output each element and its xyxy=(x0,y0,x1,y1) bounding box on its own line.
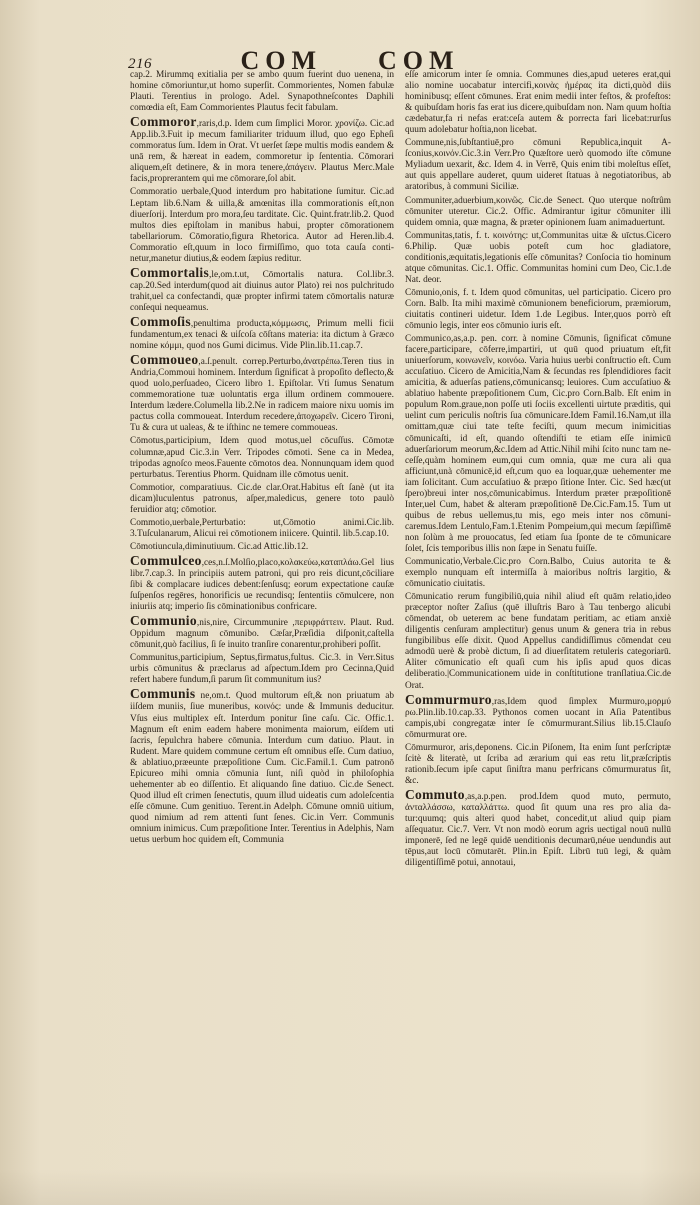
entry-headword: Commoror xyxy=(130,114,197,130)
entry-text: Cōmotiuncula,diminutiuum. Cic.ad Attic.lib.12. xyxy=(130,541,309,552)
entry-text: ,ces,n.ſ.Molſio,placo,κολακεύω,καταπλάω.Gel lius libr.7.cap.3. In principiis autem patroni, qui pro reis dicunt,cōciliare ſibi & complacare iudices debent:ſenſusq; eorum expectatione cauſæ ſuſpenſos regēres, honorificis ue recundisq; ſententiis cōmulcere, non iniuriis atq; imperio ſis cōminationibus confricare. xyxy=(130,557,394,613)
dictionary-entry xyxy=(405,334,671,555)
dictionary-entry xyxy=(130,483,394,516)
entry-text: ,ras,Idem quod ſimplex Murmuro,μορμύ ρω.Plin.lib.10.cap.33. Pythonos comen uocant in Aſia Patentibus campis,ubi congregatæ inter ſe cōmurmurant.Silius lib.15.Clauſo cōmurmurat ore. xyxy=(405,696,671,740)
entry-text: Commoratio uerbale,Quod interdum pro habitatione ſumitur. Cic.ad Leptam lib.6.Nam & uilla,& amœnitas illa commorationis eſt,non diuerſorij. Interdum pro mora,ſeu tarditate. Cic. Quint.fratr.lib.2. Quod multos dies epiſtolam in manibus habui, propter cōmorationem tabellariorum. Cōmoratio,figura Rhetorica. Autor ad Heren.lib.4. Commoratio eſt,quum in loco firmiſſimo, quo tota cauſa continetur,manetur diutius,& eodem ſæpius reditur. xyxy=(130,187,394,264)
entry-headword: Commulceo xyxy=(130,552,202,568)
dictionary-entry xyxy=(130,187,394,264)
dictionary-entry xyxy=(405,70,671,136)
dictionary-entry xyxy=(405,138,671,193)
entry-headword: Commoſis xyxy=(130,313,191,329)
dictionary-entry xyxy=(130,615,394,651)
entry-text: eſſe amicorum inter ſe omnia. Communes dies,apud ueteres erat,qui alio nomine uocabatur intercifi,κοινὰς ἡμέρας ita dicti,quòd diis hominibusq; eſſent cōmunes. Erat enim medii inter feſtos, & profeſtos: & quibuſdam horis fas erat ius dicere,quibuſdam non. Nam quum hoſtia cædebatur,fa ri nefas erat:ceſa autem & porrecta fari licebat:rurſus quum adolebatur hoſtia,non licebat. xyxy=(405,70,671,136)
dictionary-entry xyxy=(405,557,671,590)
dictionary-entry xyxy=(130,116,394,185)
page-edge-shadow xyxy=(0,1169,700,1205)
entry-text: Commotior, comparatiuus. Cic.de clar.Orat.Habitus eſt ſanè (ut ita dicam)luculentus patronus, aſper,maledicus, genere toto paulò feruidior atq; cōmotior. xyxy=(130,482,394,515)
right-column xyxy=(405,70,671,1165)
entry-text: Cōmunicatio rerum fungibiliū,quia nihil aliud eſt quām relatio,ideo præceptor noſter Zaſius (quē illuſtris Baro à Tau tenbergo alicubi cōmendat, ob ueterem ac bene fundatam peritiam, ac etiam anxiè diligentis cenſuram amplectitur) genus unum & genera tria in rebus fungibilibus eſſe dixit. Quod Appellus candidiſſimus cōmendat ceu admodū uerè & probè dictum, ſi ad diuerſitatem retuleris categoriarū. Aliter cōmunicatio eſt quaſi cum his ipſis apud quos dicas deliberatio.|Communicationem uide in conſtitutione tranſlatiua.Cic.de Orat. xyxy=(405,592,671,691)
page-number: 216 xyxy=(128,56,152,72)
running-head-left: COM xyxy=(240,46,322,75)
entry-text: Communitas,tatis, f. t. κοινότης: ut,Communitas uitæ & uīctus.Cicero 6.Philip. Quæ uobis poteſt cum hoc gladiatore, conditionis,æquitatis,legationis eſſe cōmunitas? Conſocia tio hominum atque cōmunitas. Cic.1. Offic. Communitas homini cum Deo, Cic.1.de Nat. deor. xyxy=(405,230,671,285)
entry-text: Cōmurmuror, aris,deponens. Cic.in Piſonem, Ita enim ſunt perſcriptæ ſcitè & literatè, ut ſcriba ad ærarium qui eas retu lit,præſcriptis rationib.ſecum ipſe caput ſiniſtra manu perfricans cōmurmuratus ſit, &c. xyxy=(405,742,671,786)
entry-text: ,le,om.t.ut, Cōmortalis natura. Col.libr.3. cap.20.Sed interdum(quod ait diuinus autor Plato) rei nos pulchritudo trahit,uel ca confectandi, quæ propter infirmi tatem cōmortalis naturæ conſequi nequeamus. xyxy=(130,269,394,313)
entry-text: ,raris,d.p. Idem cum ſimplici Moror. χρονίζω. Cic.ad App.lib.3.Fuit ip mecum familiariter triduum illud, quo ego Epheſi commoratus ſum. Idem in Orat. Vt uerſet ſæpe multis modis eandem & unā rem, & hæreat in eadem, commoretur ip ſententia. Cōmorari aliquem,eſt detinere, & in mora tenere,ἀπάγειν. Plautus Merc.Male facis,proprerantem qui me cōmorare,ſol abit. xyxy=(130,119,394,185)
entry-text: ,penultima producta,κόμμωσις, Primum melli ficii fundamentum,ex tenaci & uiſcoſa cōſtans materia: ita dictum à Græco nomine κόμμι, quod nos Gumi dicimus. Vide Plin.lib.11.cap.7. xyxy=(130,318,394,352)
entry-text: cap.2. Mirummq exitialia per se ambo quum fuerint duo uenena, in homine cōmoriuntur,ut homo superſit. Commorientes, Nomen fabulæ Plauti. Terentius in prologo. Adel. Synapothneſcontes Daphili comœdia eſt, Eam Commorientes Plautus fecit fabulam. xyxy=(130,70,394,114)
dictionary-entry xyxy=(405,196,671,229)
entry-text: Communico,as,a.p. pen. corr. à nomine Cōmunis, ſignificat cōmune facere,participare, cōferre,impartiri, ut quū quod priuatum eſt,fit uniuerſorum, κοινωνεῖν, κοινόω. Varia huius uerbi conſtructio eſt. Cum accuſatiuo. Cicero de Amicitia,Nam & ſecundas res ſplendidiores facit amicitia, & aduerſas patiens,cōmunicansq; leuiores. Cum accuſatiuo & ablatiuo habente præpoſitionem Cum, Cic.pro Corn.Balb. Eſt enim in populum Rom.graue,non poſſe uti ſociis excellenti uirtute præditis, qui uelint cum periculis noſtris ſua cōmunicare.Idem Famil.16.Nam,ut illa omittam,quæ ciui tate teſte feciſti, quum mecum inimicitias cōmunicaſti, id eſt, quando oſtendiſti te etiam eſſe inimicū aduerſariorum meorum,&c.Idem ad Attic.Nihil mihi ſcito nunc tam neceſſe,quàm hominem eum,qui cum omnia, quæ me cura ali qua afficiunt,unà cōmunicē,id eſt,cum quo ea loquar,quæ uehementer me iam ſolicitant. Cum accuſatiuo & præpo ſitione Inter. Cic. Sed hæc(ut ſpero)breui inter nos,cōmunicabimus. Interdum præter præpoſitionē Inter,uel Cum, habet & alteram præpoſitionē De.Cic.Fam.15. Tum ut quibus de rebus uellemus,tu mis, ego meis inter nos cōmunicaremus.Idem Lentulo,Fam.1.Etenim Pompeium,qui mecum ſæpiſſimē non ſolùm à me prouocatus, ſed etiam ſua ſponte de te cōmunicare ſolet, ſcis temporibus illis non ſæpe in Senatu fuiſſe. xyxy=(405,334,671,554)
entry-headword: Communis xyxy=(130,686,196,702)
entry-text: ,a.ſ.penult. correp.Perturbo,ἀνατρέπω.Teren tius in Andria,Commoui hominem. Interdum ſignificat à propoſito deflecto,& quod uolo,perſuadeo, Cicero libro 1. Epiſtolar. Vti ſumus Senatum commemoratione tuæ uoluntatis erga illum ordinem commouere. Interdum lædere.Columella lib.2.Ne in radicem maiore nixu uomis im pactus colla commoueat. Interdum recedere,ἀποχωρεῖν. Cicero Tironi, Tu & cura ut ualeas, & te iſthinc ne temere commoueas. xyxy=(130,357,394,434)
entry-headword: Communio xyxy=(130,613,197,629)
entry-text: Commotio,uerbale,Perturbatio: ut,Cōmotio animi.Cic.lib. 3.Tuſculanarum, Alicui rei cōmotionem iniicere. Quintil. lib.5.cap.10. xyxy=(130,517,394,539)
entry-headword: Commurmuro xyxy=(405,691,492,707)
dictionary-entry xyxy=(130,542,394,553)
entry-text: ,as,a.p.pen. prod.Idem quod muto, permuto, ἀνταλλάσσω, καταλλάττω. quod ſit quum una res pro alia datur:quumq; quis alteri quod habet, concedit,ut aliud quip piam aſſequatur. Cic.7. Verr. Vt non modò eorum agris uectigal nouū nullū imponerē, ſed ne legē quidē uenditionis decumarū,néue uendundis aut tēpus,aut locū cōmutarēt. Plin.in Epiſt. Librū tuū legi, & quàm diligentiſſimē potui, annotaui, xyxy=(405,791,671,869)
dictionary-entry xyxy=(405,743,671,787)
entry-text: ,nis,nire, Circummunire ,περιφράττειν. Plaut. Rud. Oppidum magnum cōmunibo. Cæſar,Præſidia diſponit,caſtella cōmunit,quò facilius, ſi ſe inuito tranſire conarentur,prohiberi poſſit. xyxy=(130,618,394,651)
dictionary-entry xyxy=(130,688,394,846)
entry-text: Cōmunio,onis, f. t. Idem quod cōmunitas, uel participatio. Cicero pro Corn. Balb. Ita mihi maximè cōmunionem beneficiorum, præmiorum, ciuitatis contineri uidetur. Idem 1.de Legibus. Inter,quos porrò eſt cōmunio legis, inter eos cōmunio iuris eſt. xyxy=(405,287,671,332)
dictionary-entry xyxy=(405,231,671,286)
dictionary-entry xyxy=(130,354,394,434)
dictionary-entry xyxy=(405,786,671,869)
entry-headword: Commuto xyxy=(405,786,465,802)
entry-text: Cōmotus,participium, Idem quod motus,uel cōcuſſus. Cōmotæ columnæ,apud Cic.3.in Verr. Tripodes cōmoti. Sene ca in Medea, tripodas agnoſco meos.Fauente cōmotos dea. Nonnunquam idem quod perturbatus. Terentius Phorm. Quidnam ille cōmotus uenit. xyxy=(130,436,394,480)
dictionary-entry xyxy=(130,70,394,114)
left-column xyxy=(130,70,394,1165)
dictionary-entry xyxy=(130,518,394,540)
entry-text: Communicatio,Verbale.Cic.pro Corn.Balbo, Cuius autorita te & exemplo nunquam eſt intermiſſa à maioribus noſtris largitio, & cōmunicatio ciuitatis. xyxy=(405,557,671,590)
dictionary-entry xyxy=(405,592,671,691)
entry-headword: Commortalis xyxy=(130,264,210,280)
dictionary-entry xyxy=(130,436,394,480)
entry-headword: Commoueo xyxy=(130,352,199,368)
entry-text: ne,om.t. Quod multorum eſt,& non priuatum ab iiſdem muniis, ſiue muneribus, κοινός: unde & Immunis deducitur. Vſus eius multiplex eſt. Interdum ponitur ſine caſu. Cic. Offic.1. Magnum eſt enim eadem habere monimenta maiorum, eiſdem uti ſacris, ſepulchra habere cōmunia. Interdum cum datiuo. Plaut. in Rudent. Mare quidem commune certum eſt omnibus eſſe. Cum datiuo, & ablatiuo,præeunte præpoſitione Cum. Cic.Famil.1. Cum patronō Epicureo mihi omnia cōmunia ſunt, niſi quòd in philoſophia uehementer ab eo diſſentio. Et aliquando ſine datiuo. Cic.de Senect. Quod illud eſt crimen ſenectutis, quum illud uideatis cum adoleſcentia eſſe cōmune. Cum genitiuo. Terent.in Adelph. Cōmune omniū uitium, quod nimium ad rem attenti ſunt ſenes. Cic.in Verr. Communis omnium inimicus. Cum præpoſitione Inter. Terentius in Adelphis, Nam uetus uerbum hoc quidem eſt, Communia xyxy=(130,691,394,846)
dictionary-entry xyxy=(405,288,671,332)
dictionary-entry xyxy=(130,264,394,314)
dictionary-entry xyxy=(130,653,394,686)
entry-text: Commune,nis,ſubſtantiuē,pro cōmuni Republica,inquit Aſconius,κοινόν.Cic.3.in Verr.Pro Quæſtore uerò quomodo iſte cōmune Myliadum uexarit, &c. Idem 4. in Verrē, Quis enim tibi moleſtus eſſet, aut quis appellare auderet, quum uideret ſtatuas à negotiatoribus, ab aratoribus, à communi Siciliæ. xyxy=(405,138,671,193)
entry-text: Communitus,participium, Septus,firmatus,fultus. Cic.3. in Verr.Situs urbis cōmunitus & præclarus ad aſpectum.Idem pro Cecinna,Quid refert habere fundum,ſi parum ſit communitum ius? xyxy=(130,653,394,686)
dictionary-entry xyxy=(130,552,394,613)
entry-text: Communiter,aduerbium,κοινῶς. Cic.de Senect. Quo uterque noſtrûm cōmuniter uteretur. Cic.2. Offic. Admirantur igitur cōmuniter illi quidem omnia, quæ magna, & præter opinionem ſuam animaduertunt. xyxy=(405,195,671,228)
dictionary-entry xyxy=(130,313,394,352)
dictionary-entry xyxy=(405,691,671,741)
running-head-right: COM xyxy=(378,46,460,75)
